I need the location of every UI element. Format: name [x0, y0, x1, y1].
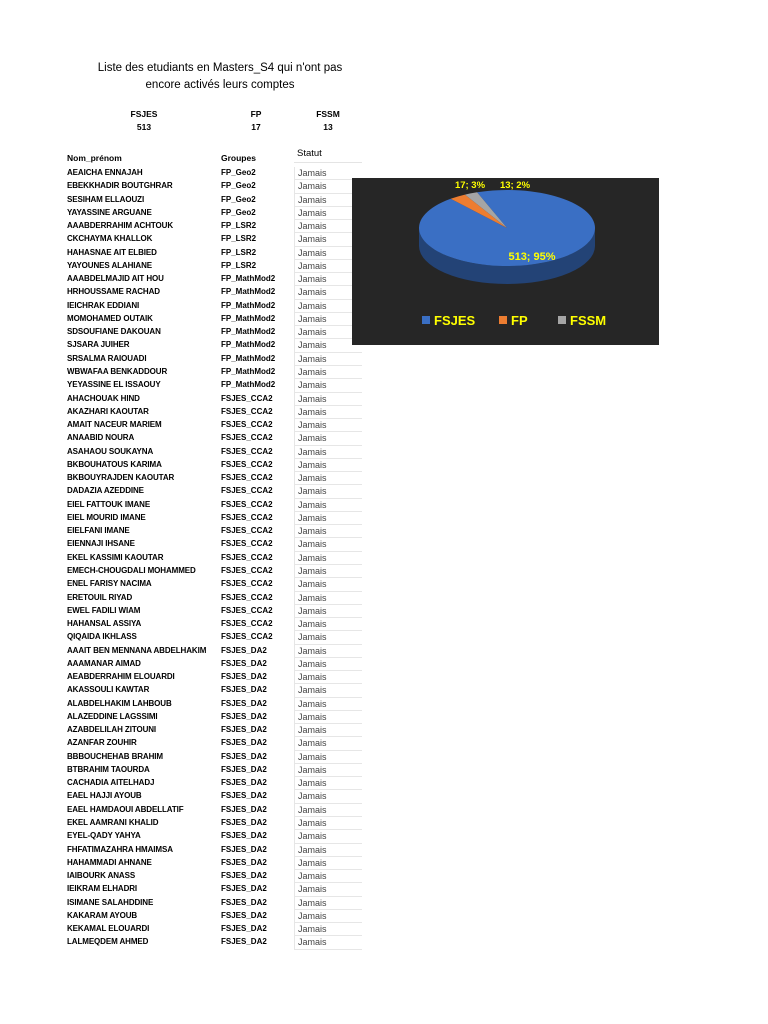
status-cell: Jamais	[294, 910, 362, 923]
student-name-cell: KAKARAM AYOUB	[67, 910, 138, 920]
status-cell: Jamais	[294, 446, 362, 459]
table-row	[0, 538, 768, 551]
faculty-count: 13	[323, 122, 333, 132]
student-name-cell: IEICHRAK EDDIANI	[67, 300, 140, 310]
data-label-fp: 17; 3%	[454, 180, 486, 191]
status-cell: Jamais	[294, 273, 362, 286]
student-name-cell: SESIHAM ELLAOUZI	[67, 194, 145, 204]
status-cell: Jamais	[294, 578, 362, 591]
student-name-cell: EBEKKHADIR BOUTGHRAR	[67, 181, 173, 191]
table-row	[0, 764, 768, 777]
status-cell: Jamais	[294, 233, 362, 246]
status-cell: Jamais	[294, 658, 362, 671]
status-cell: Jamais	[294, 167, 362, 180]
table-row	[0, 844, 768, 857]
status-cell: Jamais	[294, 353, 362, 366]
status-cell: Jamais	[294, 737, 362, 750]
status-cell: Jamais	[294, 631, 362, 644]
student-name-cell: EIEL MOURID IMANE	[67, 512, 146, 522]
table-row	[0, 605, 768, 618]
student-name-cell: ERETOUIL RIYAD	[67, 592, 133, 602]
table-row	[0, 525, 768, 538]
group-cell: FP_MathMod2	[221, 300, 276, 310]
student-name-cell: HAHANSAL ASSIYA	[67, 619, 142, 629]
table-row	[0, 870, 768, 883]
legend-swatch-fsjes	[422, 316, 430, 324]
group-cell: FSJES_DA2	[221, 738, 267, 748]
group-cell: FSJES_DA2	[221, 698, 267, 708]
student-name-cell: ANAABID NOURA	[67, 433, 135, 443]
group-cell: FSJES_CCA2	[221, 539, 273, 549]
faculty-fsjes-summary	[114, 108, 174, 134]
student-name-cell: QIQAIDA IKHLASS	[67, 632, 137, 642]
student-name-cell: YEYASSINE EL ISSAOUY	[67, 380, 161, 390]
table-row	[0, 804, 768, 817]
group-cell: FSJES_DA2	[221, 937, 267, 947]
table-row	[0, 419, 768, 432]
group-cell: FSJES_CCA2	[221, 579, 273, 589]
legend-swatch-fp	[499, 316, 507, 324]
status-cell: Jamais	[294, 711, 362, 724]
student-name-cell: LALMEQDEM AHMED	[67, 937, 149, 947]
faculty-fp-summary	[226, 108, 286, 134]
student-name-cell: WBWAFAA BENKADDOUR	[67, 366, 168, 376]
status-cell: Jamais	[294, 485, 362, 498]
group-cell: FSJES_DA2	[221, 818, 267, 828]
status-cell: Jamais	[294, 525, 362, 538]
table-row	[0, 366, 768, 379]
status-cell: Jamais	[294, 857, 362, 870]
student-name-cell: IEIKRAM ELHADRI	[67, 884, 138, 894]
group-cell: FSJES_CCA2	[221, 512, 273, 522]
status-cell: Jamais	[294, 592, 362, 605]
group-cell: FSJES_DA2	[221, 804, 267, 814]
group-cell: FSJES_CCA2	[221, 526, 273, 536]
status-cell: Jamais	[294, 432, 362, 445]
status-cell: Jamais	[294, 936, 362, 949]
student-name-cell: AHACHOUAK HIND	[67, 393, 140, 403]
legend-label-fsjes: FSJES	[434, 313, 476, 328]
group-cell: FP_MathMod2	[221, 327, 276, 337]
group-cell: FP_LSR2	[221, 260, 257, 270]
student-name-cell: AZABDELILAH ZITOUNI	[67, 725, 157, 735]
status-cell: Jamais	[294, 499, 362, 512]
group-cell: FSJES_CCA2	[221, 459, 273, 469]
faculty-name: FP	[250, 109, 262, 119]
group-cell: FSJES_CCA2	[221, 565, 273, 575]
legend-swatch-fssm	[558, 316, 566, 324]
table-row	[0, 432, 768, 445]
group-cell: FP_MathMod2	[221, 366, 276, 376]
student-name-cell: AMAIT NACEUR MARIEM	[67, 420, 162, 430]
table-row	[0, 406, 768, 419]
group-cell: FSJES_CCA2	[221, 433, 273, 443]
group-cell: FSJES_CCA2	[221, 393, 273, 403]
faculty-count: 513	[136, 122, 152, 132]
student-name-cell: AAABDELMAJID AIT HOU	[67, 274, 164, 284]
table-row	[0, 923, 768, 936]
status-cell: Jamais	[294, 618, 362, 631]
status-cell: Jamais	[294, 565, 362, 578]
status-cell: Jamais	[294, 419, 362, 432]
status-header-cell	[294, 148, 362, 163]
student-name-cell: BTBRAHIM TAOURDA	[67, 764, 150, 774]
student-name-cell: AKASSOULI KAWTAR	[67, 685, 150, 695]
column-header-status: Statut	[297, 148, 322, 159]
group-cell: FSJES_DA2	[221, 871, 267, 881]
student-name-cell: EKEL KASSIMI KAOUTAR	[67, 552, 164, 562]
group-cell: FSJES_CCA2	[221, 446, 273, 456]
group-cell: FSJES_DA2	[221, 924, 267, 934]
student-name-cell: HAHASNAE AIT ELBIED	[67, 247, 157, 257]
group-cell: FSJES_DA2	[221, 778, 267, 788]
table-row	[0, 631, 768, 644]
group-cell: FSJES_DA2	[221, 764, 267, 774]
table-row	[0, 817, 768, 830]
student-name-cell: ALABDELHAKIM LAHBOUB	[67, 698, 172, 708]
page-title	[70, 60, 370, 94]
status-cell: Jamais	[294, 220, 362, 233]
student-name-cell: SDSOUFIANE DAKOUAN	[67, 327, 161, 337]
student-name-cell: SJSARA JUIHER	[67, 340, 130, 350]
status-cell: Jamais	[294, 698, 362, 711]
status-cell: Jamais	[294, 777, 362, 790]
table-row	[0, 857, 768, 870]
group-cell: FP_MathMod2	[221, 287, 276, 297]
student-name-cell: YAYOUNES ALAHIANE	[67, 260, 152, 270]
table-row	[0, 565, 768, 578]
status-cell: Jamais	[294, 406, 362, 419]
status-cell: Jamais	[294, 870, 362, 883]
legend-label-fssm: FSSM	[570, 313, 607, 328]
group-cell: FP_LSR2	[221, 221, 257, 231]
student-name-cell: IAIBOURK ANASS	[67, 871, 136, 881]
table-row	[0, 618, 768, 631]
status-cell: Jamais	[294, 764, 362, 777]
group-cell: FP_Geo2	[221, 194, 256, 204]
column-header-name: Nom_prénom	[67, 153, 122, 163]
faculty-count: 17	[251, 122, 261, 132]
table-row	[0, 737, 768, 750]
student-name-cell: BKBOUYRAJDEN KAOUTAR	[67, 473, 175, 483]
status-cell: Jamais	[294, 804, 362, 817]
status-cell: Jamais	[294, 923, 362, 936]
table-row	[0, 552, 768, 565]
group-cell: FSJES_DA2	[221, 658, 267, 668]
table-row	[0, 446, 768, 459]
group-cell: FSJES_DA2	[221, 884, 267, 894]
group-cell: FSJES_DA2	[221, 711, 267, 721]
status-cell: Jamais	[294, 883, 362, 896]
group-cell: FSJES_DA2	[221, 645, 267, 655]
group-cell: FSJES_CCA2	[221, 473, 273, 483]
data-label-fsjes: 513; 95%	[508, 251, 556, 263]
status-cell: Jamais	[294, 180, 362, 193]
table-row	[0, 592, 768, 605]
student-name-cell: EMECH-CHOUGDALI MOHAMMED	[67, 565, 196, 575]
status-cell: Jamais	[294, 817, 362, 830]
faculty-name: FSJES	[130, 109, 158, 119]
faculty-name: FSSM	[316, 109, 340, 119]
table-row	[0, 698, 768, 711]
group-cell: FSJES_DA2	[221, 725, 267, 735]
student-name-cell: KEKAMAL ELOUARDI	[67, 924, 150, 934]
status-cell: Jamais	[294, 724, 362, 737]
student-name-cell: AAAMANAR AIMAD	[67, 658, 141, 668]
student-name-cell: AKAZHARI KAOUTAR	[67, 406, 149, 416]
title-line-2: encore activés leurs comptes	[145, 79, 295, 91]
student-name-cell: EKEL AAMRANI KHALID	[67, 818, 159, 828]
group-cell: FP_MathMod2	[221, 274, 276, 284]
student-name-cell: DADAZIA AZEDDINE	[67, 486, 144, 496]
group-cell: FP_MathMod2	[221, 353, 276, 363]
status-cell: Jamais	[294, 645, 362, 658]
table-row	[0, 883, 768, 896]
student-name-cell: EAEL HAJJI AYOUB	[67, 791, 142, 801]
table-row	[0, 379, 768, 392]
status-cell: Jamais	[294, 538, 362, 551]
student-name-cell: EIEL FATTOUK IMANE	[67, 499, 151, 509]
table-row	[0, 751, 768, 764]
student-name-cell: BKBOUHATOUS KARIMA	[67, 459, 162, 469]
status-cell: Jamais	[294, 830, 362, 843]
group-cell: FSJES_CCA2	[221, 420, 273, 430]
student-name-cell: AAABDERRAHIM ACHTOUK	[67, 221, 173, 231]
status-cell: Jamais	[294, 326, 362, 339]
status-cell: Jamais	[294, 339, 362, 352]
status-cell: Jamais	[294, 300, 362, 313]
group-cell: FSJES_CCA2	[221, 486, 273, 496]
table-row	[0, 684, 768, 697]
student-name-cell: EAEL HAMDAOUI ABDELLATIF	[67, 804, 184, 814]
student-name-cell: AAAIT BEN MENNANA ABDELHAKIM	[67, 645, 207, 655]
status-cell: Jamais	[294, 472, 362, 485]
student-name-cell: AEABDERRAHIM ELOUARDI	[67, 672, 175, 682]
group-cell: FSJES_CCA2	[221, 406, 273, 416]
group-cell: FSJES_DA2	[221, 685, 267, 695]
status-cell: Jamais	[294, 194, 362, 207]
table-row	[0, 578, 768, 591]
table-row	[0, 512, 768, 525]
table-row	[0, 485, 768, 498]
group-cell: FSJES_CCA2	[221, 619, 273, 629]
student-name-cell: ISIMANE SALAHDDINE	[67, 897, 154, 907]
group-cell: FP_Geo2	[221, 168, 256, 177]
student-name-cell: FHFATIMAZAHRA HMAIMSA	[67, 844, 173, 854]
group-cell: FP_LSR2	[221, 234, 257, 244]
status-cell: Jamais	[294, 313, 362, 326]
group-cell: FP_MathMod2	[221, 340, 276, 350]
pie-chart-svg	[352, 178, 659, 345]
group-cell: FP_MathMod2	[221, 313, 276, 323]
status-cell: Jamais	[294, 552, 362, 565]
status-cell: Jamais	[294, 366, 362, 379]
student-name-cell: YAYASSINE ARGUANE	[67, 207, 152, 217]
student-name-cell: AZANFAR ZOUHIR	[67, 738, 137, 748]
student-name-cell: EWEL FADILI WIAM	[67, 605, 141, 615]
status-cell: Jamais	[294, 207, 362, 220]
student-name-cell: EYEL-QADY YAHYA	[67, 831, 141, 841]
table-row	[0, 897, 768, 910]
table-row	[0, 472, 768, 485]
group-cell: FP_Geo2	[221, 181, 256, 191]
table-row	[0, 645, 768, 658]
status-cell: Jamais	[294, 247, 362, 260]
group-cell: FSJES_DA2	[221, 791, 267, 801]
status-cell: Jamais	[294, 897, 362, 910]
table-row	[0, 393, 768, 406]
table-row	[0, 910, 768, 923]
status-cell: Jamais	[294, 671, 362, 684]
student-name-cell: EIELFANI IMANE	[67, 526, 130, 536]
group-cell: FSJES_DA2	[221, 910, 267, 920]
status-cell: Jamais	[294, 393, 362, 406]
status-cell: Jamais	[294, 751, 362, 764]
student-name-cell: ASAHAOU SOUKAYNA	[67, 446, 154, 456]
status-cell: Jamais	[294, 605, 362, 618]
legend-label-fp: FP	[511, 313, 528, 328]
student-name-cell: AEAICHA ENNAJAH	[67, 168, 143, 177]
student-name-cell: CACHADIA AITELHADJ	[67, 778, 155, 788]
student-name-cell: CKCHAYMA KHALLOK	[67, 234, 153, 244]
status-cell: Jamais	[294, 684, 362, 697]
group-cell: FSJES_DA2	[221, 672, 267, 682]
student-name-cell: MOMOHAMED OUTAIK	[67, 313, 153, 323]
table-row	[0, 790, 768, 803]
status-cell: Jamais	[294, 286, 362, 299]
group-cell: FSJES_CCA2	[221, 499, 273, 509]
group-cell: FSJES_CCA2	[221, 592, 273, 602]
data-label-fssm: 13; 2%	[499, 180, 531, 191]
table-row	[0, 936, 768, 949]
student-name-cell: SRSALMA RAIOUADI	[67, 353, 147, 363]
table-row	[0, 777, 768, 790]
table-row	[0, 830, 768, 843]
group-cell: FSJES_DA2	[221, 751, 267, 761]
column-header-group: Groupes	[221, 153, 256, 163]
table-row	[0, 499, 768, 512]
table-row	[0, 671, 768, 684]
table-row	[0, 711, 768, 724]
pie-chart	[352, 178, 659, 345]
table-row	[0, 724, 768, 737]
group-cell: FP_MathMod2	[221, 380, 276, 390]
group-cell: FP_LSR2	[221, 247, 257, 257]
group-cell: FSJES_DA2	[221, 897, 267, 907]
group-cell: FSJES_CCA2	[221, 552, 273, 562]
title-line-1: Liste des etudiants en Masters_S4 qui n'ont pas	[97, 62, 343, 74]
status-cell: Jamais	[294, 459, 362, 472]
table-row	[0, 658, 768, 671]
status-cell: Jamais	[294, 512, 362, 525]
table-row	[0, 459, 768, 472]
table-row	[0, 353, 768, 366]
group-cell: FSJES_DA2	[221, 831, 267, 841]
group-cell: FP_Geo2	[221, 207, 256, 217]
group-cell: FSJES_DA2	[221, 857, 267, 867]
student-name-cell: EIENNAJI IHSANE	[67, 539, 135, 549]
status-cell: Jamais	[294, 260, 362, 273]
student-name-cell: ALAZEDDINE LAGSSIMI	[67, 711, 158, 721]
group-cell: FSJES_CCA2	[221, 605, 273, 615]
group-cell: FSJES_CCA2	[221, 632, 273, 642]
group-cell: FSJES_DA2	[221, 844, 267, 854]
status-cell: Jamais	[294, 379, 362, 392]
student-name-cell: BBBOUCHEHAB BRAHIM	[67, 751, 163, 761]
student-name-cell: HAHAMMADI AHNANE	[67, 857, 152, 867]
faculty-fssm-summary	[298, 108, 358, 134]
status-cell: Jamais	[294, 790, 362, 803]
status-cell: Jamais	[294, 844, 362, 857]
student-name-cell: ENEL FARISY NACIMA	[67, 579, 152, 589]
student-name-cell: HRHOUSSAME RACHAD	[67, 287, 160, 297]
